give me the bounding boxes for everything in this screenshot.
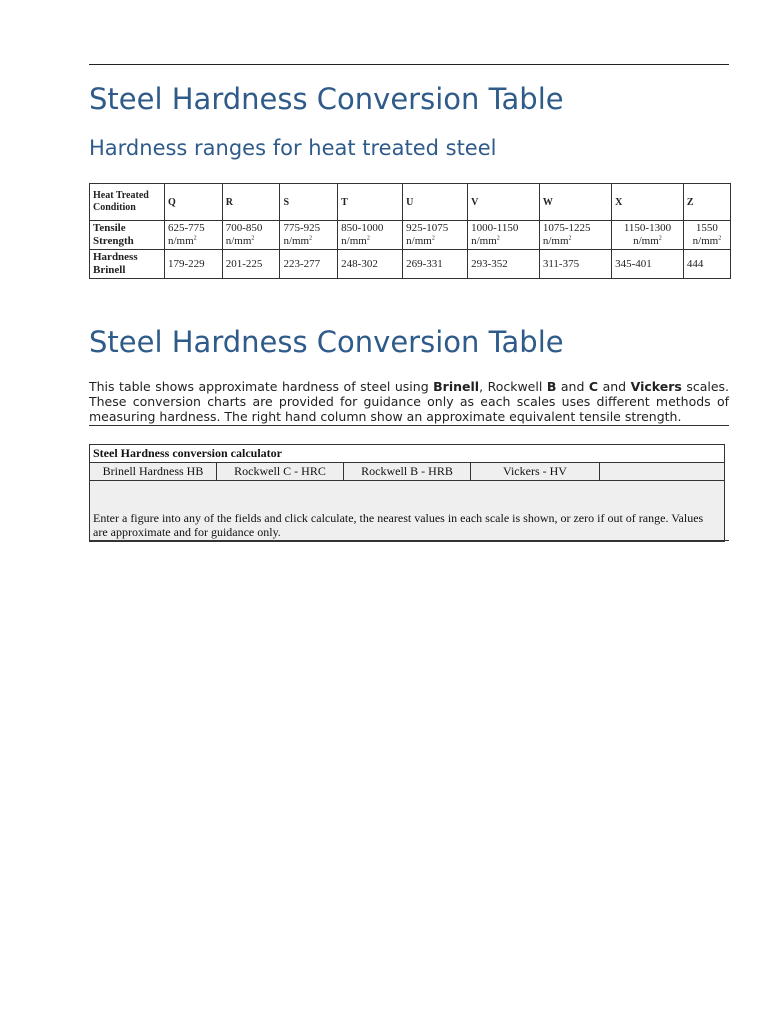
- calculator-header-row: [90, 463, 724, 481]
- header-label-cell: Heat Treated Condition: [90, 184, 165, 221]
- brinell-cell: 269-331: [403, 250, 468, 279]
- tensile-cell: 1550 $n/mm^2$: [683, 221, 730, 250]
- brinell-cell: 179-229: [165, 250, 223, 279]
- blank-column-header: [600, 463, 724, 480]
- brinell-column-header: Brinell Hardness HB: [90, 463, 217, 480]
- table-row: [90, 184, 731, 221]
- hardness-calculator: [89, 444, 725, 542]
- top-divider: [89, 64, 729, 65]
- hardness-ranges-table: [89, 183, 731, 279]
- table-row: [90, 250, 731, 279]
- column-header: Q: [165, 184, 223, 221]
- brinell-cell: 345-401: [612, 250, 684, 279]
- tensile-cell: 1150-1300 $n/mm^2$: [612, 221, 684, 250]
- column-header: Z: [683, 184, 730, 221]
- rockwell-b-column-header: Rockwell B - HRB: [344, 463, 471, 480]
- calculator-title: Steel Hardness conversion calculator: [90, 445, 724, 463]
- brinell-cell: 201-225: [222, 250, 280, 279]
- page-title: Steel Hardness Conversion Table: [89, 82, 564, 116]
- calculator-instructions: Enter a figure into any of the fields and click calculate, the nearest values in each scale is shown, or zero if out of range. Values are approximate and for guidance only.: [93, 511, 704, 539]
- vickers-column-header: Vickers - HV: [471, 463, 600, 480]
- row-label-tensile: Tensile Strength: [90, 221, 165, 250]
- brinell-cell: 444: [683, 250, 730, 279]
- section-subtitle: Hardness ranges for heat treated steel: [89, 136, 497, 160]
- column-header: V: [468, 184, 540, 221]
- row-label-brinell: Hardness Brinell: [90, 250, 165, 279]
- tensile-cell: 850-1000 $n/mm^2$: [338, 221, 403, 250]
- intro-paragraph: This table shows approximate hardness of steel using Brinell, Rockwell B and C and Vickers scales. These conversion charts are provided for guidance only as each scales uses different methods of measuring hardness. The right hand column show an approximate equivalent tensile strength.: [89, 379, 730, 424]
- column-header: S: [280, 184, 338, 221]
- tensile-cell: 925-1075 $n/mm^2$: [403, 221, 468, 250]
- column-header: W: [539, 184, 611, 221]
- calculator-body: [90, 481, 724, 541]
- column-header: R: [222, 184, 280, 221]
- tensile-cell: 700-850 $n/mm^2$: [222, 221, 280, 250]
- column-header: U: [403, 184, 468, 221]
- brinell-cell: 248-302: [338, 250, 403, 279]
- tensile-cell: 1075-1225 $n/mm^2$: [539, 221, 611, 250]
- brinell-cell: 311-375: [539, 250, 611, 279]
- brinell-cell: 223-277: [280, 250, 338, 279]
- tensile-cell: 775-925 $n/mm^2$: [280, 221, 338, 250]
- divider: [89, 425, 729, 426]
- rockwell-c-column-header: Rockwell C - HRC: [217, 463, 344, 480]
- column-header: T: [338, 184, 403, 221]
- tensile-cell: 1000-1150 $n/mm^2$: [468, 221, 540, 250]
- brinell-cell: 293-352: [468, 250, 540, 279]
- section-title: Steel Hardness Conversion Table: [89, 325, 564, 359]
- table-row: [90, 221, 731, 250]
- divider: [89, 540, 729, 541]
- column-header: X: [612, 184, 684, 221]
- tensile-cell: 625-775 $n/mm^2$: [165, 221, 223, 250]
